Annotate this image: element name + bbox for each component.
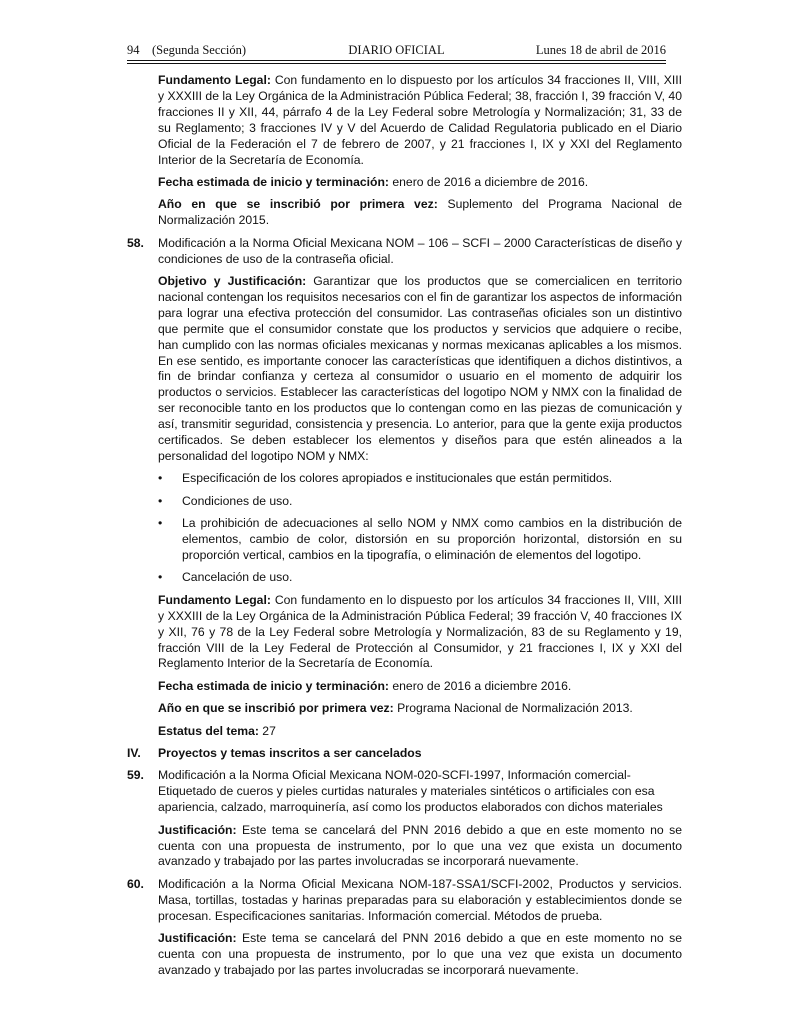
bullet-symbol: •: [158, 493, 163, 508]
bullet-text: Especificación de los colores apropiados e institucionales que están permitidos.: [182, 471, 613, 486]
label-fundamento: Fundamento Legal:: [158, 592, 271, 607]
label-anio: Año en que se inscribió por primera vez:: [158, 701, 394, 716]
item-title: Modificación a la Norma Oficial Mexicana NOM-020-SCFI-1997, Información comercial-Etiquetado de cueros y pieles curtidas naturales y materiales sintéticos o artificiales con esa apariencia, calzado, marroquinería, así como los productos elaborados con dichos materiales: [158, 768, 663, 815]
publication-date: Lunes 18 de abril de 2016: [535, 43, 666, 57]
fecha-text: enero de 2016 a diciembre 2016.: [388, 678, 572, 693]
bullet-text: La prohibición de adecuaciones al sello NOM y NMX como cambios en la distribución de elementos, cambio de color, distorsión en su proporción horizontal, distorsión en su proporción vertical, cambios en la tipografía, o eliminación de elementos del logotipo.: [182, 516, 682, 562]
label-fundamento: Fundamento Legal:: [158, 73, 271, 87]
section-iv-heading: [127, 746, 682, 762]
section-label: (Segunda Sección): [152, 43, 247, 57]
anio-text: Programa Nacional de Normalización 2013.: [393, 701, 633, 716]
bullet-text: Condiciones de uso.: [182, 493, 293, 508]
section-number: IV.: [127, 746, 141, 761]
bullet-symbol: •: [158, 570, 163, 585]
label-anio: Año en que se inscribió por primera vez:: [158, 197, 438, 212]
label-justificacion: Justificación:: [158, 822, 237, 837]
bullet-symbol: •: [158, 516, 163, 531]
page-header: [127, 43, 666, 61]
page-number: 94: [127, 43, 140, 57]
bullet-item: [127, 516, 682, 564]
fecha-text: enero de 2016 a diciembre de 2016.: [388, 174, 589, 189]
fundamento-text: Con fundamento en lo dispuesto por los artículos 34 fracciones II, VIII, XIII y XXXIII de la Ley Orgánica de la Administración Pública Federal; 38, fracción I, 39 fracción V, 40 fracciones II y XII, 44, párrafo 4 de la Ley Federal sobre Metrología y Normalización; 31, 33 de su Reglamento; 3 fracciones IV y V del Acuerdo de Calidad Regulatoria publicado en el Diario Oficial de la Federación el 7 de febrero de 2007, y 21 fracciones I, IX y XXI del Reglamento Interior de la Secretaría de Economía.: [158, 73, 683, 167]
label-justificacion: Justificación:: [158, 931, 237, 946]
bullet-item: [127, 494, 682, 510]
bullet-text: Cancelación de uso.: [182, 570, 293, 585]
section-title: Proyectos y temas inscritos a ser cancelados: [158, 746, 422, 761]
paragraph-fecha-58: [127, 679, 682, 695]
label-fecha: Fecha estimada de inicio y terminación:: [158, 174, 389, 189]
header-rule-thick: [127, 60, 666, 61]
paragraph-estatus-58: [127, 724, 682, 740]
label-estatus: Estatus del tema:: [158, 723, 259, 738]
publication-title: DIARIO OFICIAL: [348, 43, 445, 57]
paragraph-justificacion-60: [127, 931, 682, 979]
document-body: [127, 73, 682, 985]
item-number: 58.: [127, 235, 144, 250]
item-title: Modificación a la Norma Oficial Mexicana NOM-187-SSA1/SCFI-2002, Productos y servicios. Masa, tortillas, tostadas y harinas preparadas para su elaboración y establecimientos donde se procesan. Especificaciones sanitarias. Información comercial. Métodos de prueba.: [158, 876, 682, 923]
paragraph-fecha-1: [127, 175, 682, 191]
item-58-title: [127, 236, 682, 268]
paragraph-justificacion-59: [127, 823, 682, 871]
paragraph-objetivo-58: [127, 274, 682, 465]
bullet-item: [127, 570, 682, 586]
paragraph-fundamento-58: [127, 593, 682, 673]
item-title: Modificación a la Norma Oficial Mexicana NOM – 106 – SCFI – 2000 Características de diseño y condiciones de uso de la contraseña oficial.: [158, 235, 682, 266]
header-rule-thin: [127, 63, 666, 64]
objetivo-text: Garantizar que los productos que se comercialicen en territorio nacional contengan los requisitos necesarios con el fin de garantizar los aspectos de información para lograr una efectiva protección del consumidor. Las contraseñas oficiales son un distintivo que permite que el consumidor constate que los productos y servicios que adquiere o recibe, han cumplido con las normas oficiales mexicanas y normas mexicanas aplicables a los mismos. En ese sentido, es importante conocer las características que identifiquen a dichos distintivos, a fin de brindar confianza y certeza al consumidor o usuario en el momento de adquirir los productos o servicios. Establecer las características del logotipo NOM y NMX con la finalidad de ser reconocible tanto en los productos que lo contengan como en las piezas de comunicación y así, transmitir seguridad, consistencia y presencia. Lo anterior, para que la gente exija productos certificados. Se deben establecer los elementos y diseños para que estén alineados a la personalidad del logotipo NOM y NMX:: [158, 273, 682, 463]
label-objetivo: Objetivo y Justificación:: [158, 273, 307, 288]
justificacion-text: Este tema se cancelará del PNN 2016 debido a que en este momento no se cuenta con una propuesta de instrumento, por lo que una vez que exista un documento avanzado y trabajado por las partes involucradas se incorporará nuevamente.: [158, 931, 682, 977]
paragraph-fundamento-1: [127, 73, 682, 168]
bullet-item: [127, 471, 682, 487]
label-fecha: Fecha estimada de inicio y terminación:: [158, 678, 389, 693]
justificacion-text: Este tema se cancelará del PNN 2016 debido a que en este momento no se cuenta con una propuesta de instrumento, por lo que una vez que exista un documento avanzado y trabajado por las partes involucradas se incorporará nuevamente.: [158, 822, 682, 869]
bullet-symbol: •: [158, 471, 163, 486]
paragraph-anio-58: [127, 701, 682, 717]
item-number: 59.: [127, 768, 144, 783]
estatus-text: 27: [258, 723, 276, 738]
paragraph-anio-1: [127, 197, 682, 229]
fundamento-text: Con fundamento en lo dispuesto por los artículos 34 fracciones II, VIII, XIII y XXXIII de la Ley Orgánica de la Administración Pública Federal; 39 fracción V, 40 fracciones IX y XII, 76 y 78 de la Ley Federal sobre Metrología y Normalización, 83 de su Reglamento y 19, fracción VIII de la Ley Federal de Protección al Consumidor, y 21 fracciones I, IX y XXI del Reglamento Interior de la Secretaría de Economía.: [158, 592, 683, 671]
anio-text: Suplemento del Programa Nacional de Normalización 2015.: [158, 197, 682, 228]
item-60-title: [127, 877, 682, 925]
item-number: 60.: [127, 876, 144, 891]
item-59-title: [127, 768, 682, 816]
